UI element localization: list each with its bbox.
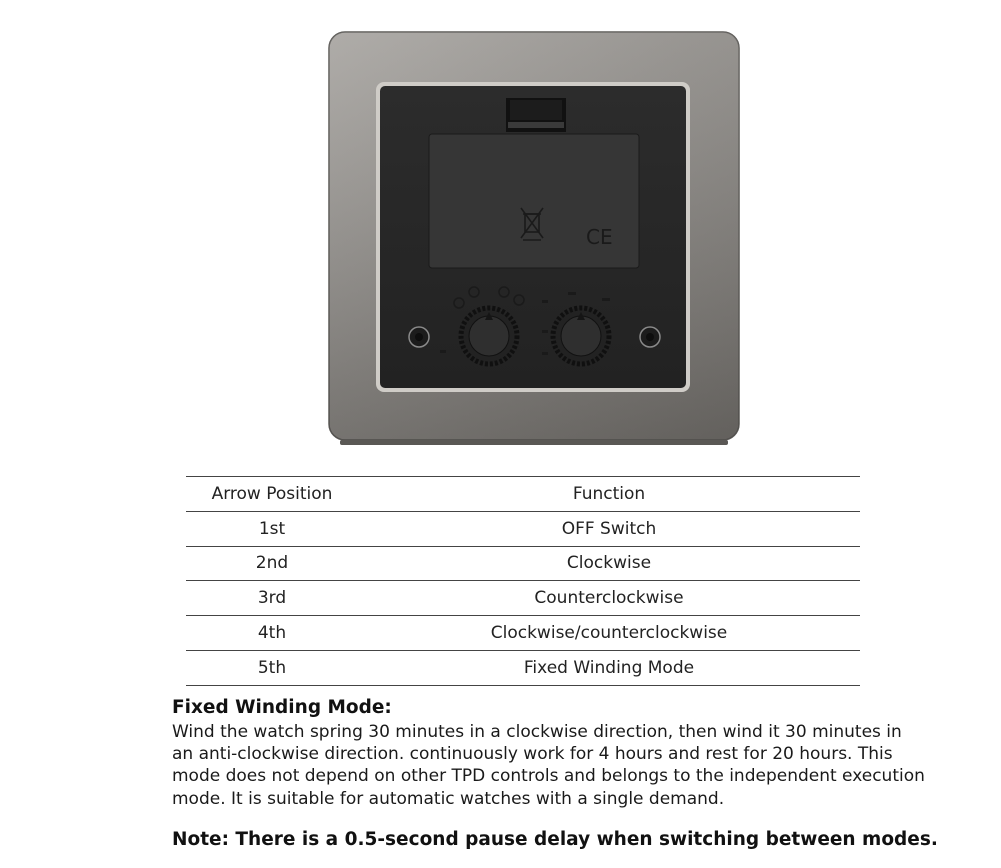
screw-right: [640, 327, 660, 347]
table-cell-function: Fixed Winding Mode: [358, 650, 860, 685]
ce-mark: CE: [586, 225, 613, 249]
table-header-position: Arrow Position: [186, 477, 358, 512]
table-cell-position: 2nd: [186, 546, 358, 581]
table-header-row: [186, 477, 860, 512]
fixed-mode-line: mode. It is suitable for automatic watches with a single demand.: [172, 788, 725, 809]
table-cell-position: 3rd: [186, 581, 358, 616]
screw-left: [409, 327, 429, 347]
knob-right: [553, 308, 609, 364]
table-cell-position: 4th: [186, 616, 358, 651]
fixed-mode-title: Fixed Winding Mode:: [172, 697, 392, 718]
table-row: [186, 650, 860, 685]
table-row: [186, 581, 860, 616]
note-text: Note: There is a 0.5-second pause delay when switching between modes.: [172, 829, 938, 850]
table-cell-function: OFF Switch: [358, 511, 860, 546]
table-cell-function: Clockwise: [358, 546, 860, 581]
fixed-mode-line: an anti-clockwise direction. continuously work for 4 hours and rest for 20 hours. This: [172, 744, 893, 765]
fixed-mode-line: Wind the watch spring 30 minutes in a clockwise direction, then wind it 30 minutes in: [172, 722, 902, 742]
table-row: [186, 511, 860, 546]
table-cell-function: Clockwise/counterclockwise: [358, 616, 860, 651]
table-cell-position: 1st: [186, 511, 358, 546]
knob-left: [461, 308, 517, 364]
fixed-mode-section: [172, 697, 962, 810]
function-table: [186, 476, 860, 686]
table-row: [186, 546, 860, 581]
table-row: [186, 616, 860, 651]
fixed-mode-description: [172, 721, 962, 810]
table-header-function: Function: [358, 477, 860, 512]
table-cell-position: 5th: [186, 650, 358, 685]
fixed-mode-line: mode does not depend on other TPD controls and belongs to the independent execution: [172, 766, 925, 787]
table-cell-function: Counterclockwise: [358, 581, 860, 616]
product-image: [328, 30, 740, 446]
